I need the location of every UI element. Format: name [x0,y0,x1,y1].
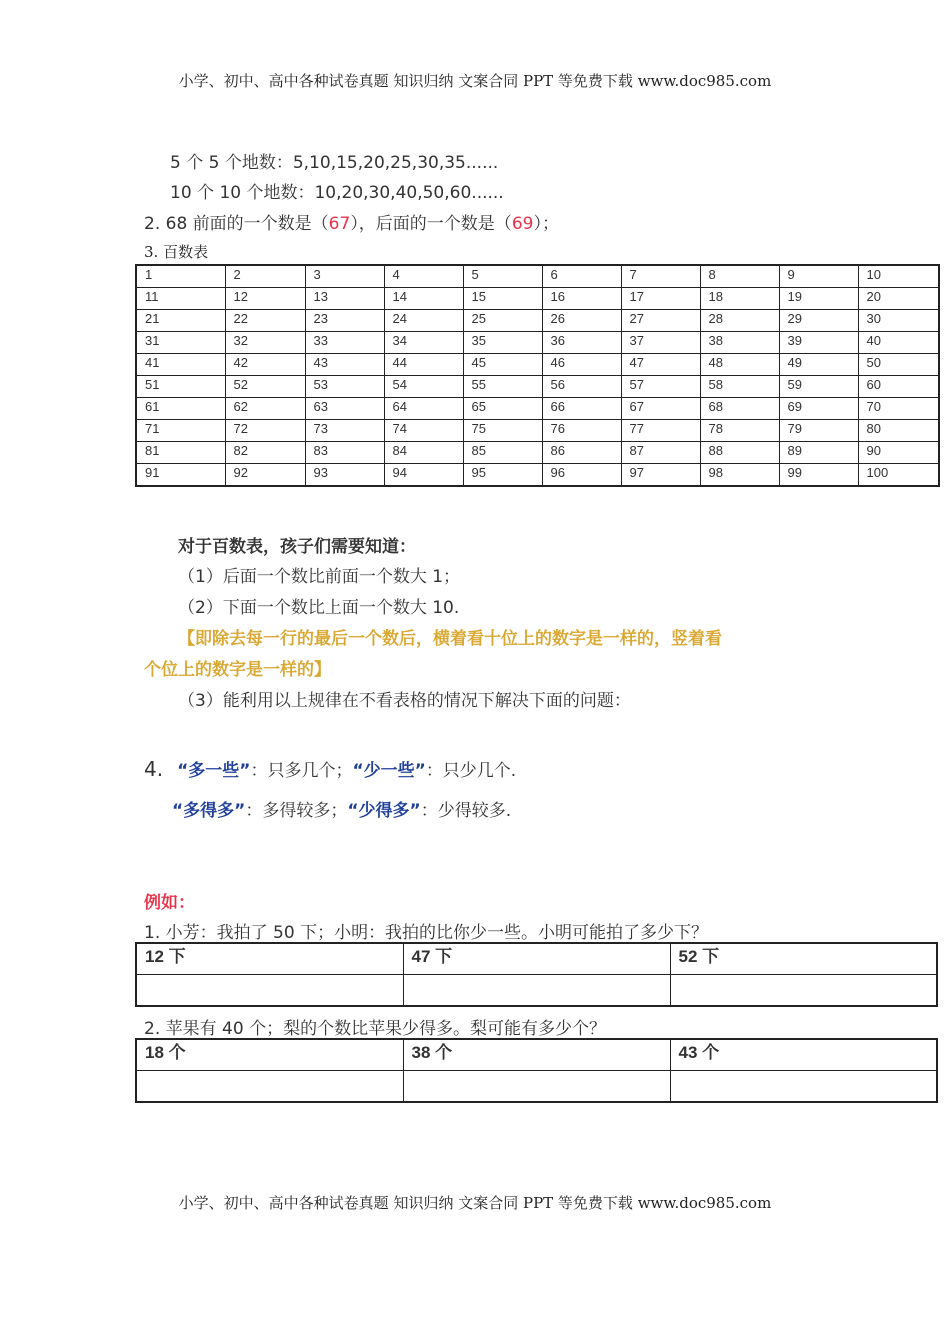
hundred-table-row [136,464,939,487]
hundred-table-cell: 50 [858,354,939,376]
hundred-table-cell: 20 [858,288,939,310]
hundred-table-row [136,442,939,464]
hundred-table-cell: 19 [779,288,858,310]
hundred-table-cell: 10 [858,265,939,288]
hundred-table-cell: 91 [136,464,225,487]
know-heading: 对于百数表，孩子们需要知道： [178,537,416,557]
q4-number: 4. [144,757,164,781]
hundred-table-cell: 8 [700,265,779,288]
hundred-table-cell: 43 [305,354,384,376]
hundred-table-cell: 58 [700,376,779,398]
hundred-table-cell: 63 [305,398,384,420]
term-more-some: “多一些” [177,761,251,781]
hundred-table-cell: 6 [542,265,621,288]
example-2-answer-b[interactable] [403,1071,670,1103]
hundred-table-cell: 30 [858,310,939,332]
hundred-table-row [136,310,939,332]
hundred-table-cell: 86 [542,442,621,464]
example-2-option-b: 38 个 [403,1039,670,1071]
question-2 [144,209,559,234]
hundred-table-cell: 97 [621,464,700,487]
hundred-table-cell: 36 [542,332,621,354]
hundred-table-cell: 71 [136,420,225,442]
hundred-table-cell: 59 [779,376,858,398]
hundred-table-cell: 26 [542,310,621,332]
hundred-table-cell: 42 [225,354,305,376]
hundred-table-cell: 84 [384,442,463,464]
hundred-table-cell: 25 [463,310,542,332]
hundred-table-cell: 14 [384,288,463,310]
hundred-table-cell: 98 [700,464,779,487]
example-label: 例如： [144,893,195,913]
hundred-table-cell: 18 [700,288,779,310]
hundred-table-cell: 16 [542,288,621,310]
def-much-more: ：多得较多； [245,801,348,821]
term-much-more: “多得多” [172,801,246,821]
example-2-options-table [135,1038,938,1103]
hundred-table-cell: 28 [700,310,779,332]
hundred-table-cell: 60 [858,376,939,398]
def-more-some: ：只多几个； [250,761,353,781]
hundred-table-cell: 12 [225,288,305,310]
hundred-table-cell: 29 [779,310,858,332]
rule-1: （1）后面一个数比前面一个数大 1； [178,567,461,587]
hundred-table-row [136,265,939,288]
hundred-table-cell: 31 [136,332,225,354]
hundred-table-cell: 64 [384,398,463,420]
hundred-table-cell: 2 [225,265,305,288]
hundred-table-cell: 70 [858,398,939,420]
hundred-table-row [136,398,939,420]
hundred-table-cell: 27 [621,310,700,332]
hundred-table-cell: 75 [463,420,542,442]
count-by-tens: 10 个 10 个地数：10,20,30,40,50,60...... [170,183,504,203]
hundred-table-cell: 47 [621,354,700,376]
q2-middle: ），后面的一个数是（ [350,214,512,234]
hundred-table-cell: 74 [384,420,463,442]
hundred-table-cell: 53 [305,376,384,398]
hundred-table-cell: 90 [858,442,939,464]
rule-2: （2）下面一个数比上面一个数大 10. [178,598,460,618]
hundred-table-cell: 22 [225,310,305,332]
hundred-table-cell: 69 [779,398,858,420]
hundred-table-cell: 65 [463,398,542,420]
hundred-table-row [136,420,939,442]
example-2-option-a: 18 个 [136,1039,403,1071]
question-4-line-2 [172,796,511,821]
hundred-table-row [136,354,939,376]
hundred-table-cell: 92 [225,464,305,487]
hundred-table-cell: 1 [136,265,225,288]
hundred-table-cell: 46 [542,354,621,376]
example-1-option-c: 52 下 [670,943,937,975]
hundred-table-cell: 79 [779,420,858,442]
example-1-option-b: 47 下 [403,943,670,975]
hundred-table-cell: 81 [136,442,225,464]
hundred-table-cell: 38 [700,332,779,354]
hundred-table-cell: 54 [384,376,463,398]
question-4-line-1 [144,756,516,781]
hundred-table-row [136,288,939,310]
hundred-table-cell: 7 [621,265,700,288]
hundred-table-cell: 5 [463,265,542,288]
hundred-table-cell: 89 [779,442,858,464]
hundred-table-cell: 45 [463,354,542,376]
hundred-table-cell: 96 [542,464,621,487]
hundred-table-cell: 11 [136,288,225,310]
hundred-table-cell: 15 [463,288,542,310]
hundred-table-cell: 23 [305,310,384,332]
hundred-table-cell: 56 [542,376,621,398]
hundred-table-cell: 41 [136,354,225,376]
example-2-answer-a[interactable] [136,1071,403,1103]
hundred-table-cell: 100 [858,464,939,487]
hundred-table-cell: 68 [700,398,779,420]
q2-after-answer: 69 [511,214,534,234]
def-less-some: ：只少几个. [425,761,517,781]
hundred-table-cell: 44 [384,354,463,376]
hundred-table-cell: 49 [779,354,858,376]
hundred-table-cell: 67 [621,398,700,420]
q2-suffix: ）； [533,214,559,234]
hundred-table-cell: 88 [700,442,779,464]
hundred-table-cell: 33 [305,332,384,354]
hundred-table-cell: 76 [542,420,621,442]
hundred-table-cell: 80 [858,420,939,442]
hundred-table-cell: 48 [700,354,779,376]
hundred-table-cell: 78 [700,420,779,442]
example-1-answer-a[interactable] [136,975,403,1007]
q2-prefix: 2. 68 前面的一个数是（ [144,214,329,234]
hundred-table-cell: 85 [463,442,542,464]
hundred-table-cell: 3 [305,265,384,288]
q3-title: 3. 百数表 [144,243,209,261]
hundred-table-cell: 73 [305,420,384,442]
hundred-table-cell: 35 [463,332,542,354]
hundred-table-cell: 94 [384,464,463,487]
hundred-table-cell: 9 [779,265,858,288]
hundred-table-cell: 37 [621,332,700,354]
example-1-answer-c[interactable] [670,975,937,1007]
hundred-table [135,264,940,487]
hundred-table-cell: 82 [225,442,305,464]
hundred-table-cell: 99 [779,464,858,487]
term-much-less: “少得多” [347,801,421,821]
q2-before-answer: 67 [328,214,351,234]
example-1-question: 1. 小芳：我拍了 50 下；小明：我拍的比你少一些。小明可能拍了多少下？ [144,923,709,943]
rule-3: （3）能利用以上规律在不看表格的情况下解决下面的问题： [178,691,631,711]
example-2-option-c: 43 个 [670,1039,937,1071]
count-by-fives: 5 个 5 个地数：5,10,15,20,25,30,35...... [170,153,499,173]
page-header: 小学、初中、高中各种试卷真题 知识归纳 文案合同 PPT 等免费下载 www.doc985.com [178,72,772,90]
note-line-1: 【即除去每一行的最后一个数后，横着看十位上的数字是一样的，竖着看 [178,629,722,649]
term-less-some: “少一些” [352,761,426,781]
example-2-question: 2. 苹果有 40 个；梨的个数比苹果少得多。梨可能有多少个？ [144,1019,607,1039]
hundred-table-cell: 55 [463,376,542,398]
hundred-table-cell: 24 [384,310,463,332]
hundred-table-cell: 95 [463,464,542,487]
example-1-options-table [135,942,938,1007]
hundred-table-cell: 52 [225,376,305,398]
hundred-table-cell: 39 [779,332,858,354]
hundred-table-cell: 17 [621,288,700,310]
example-1-answer-b[interactable] [403,975,670,1007]
hundred-table-cell: 34 [384,332,463,354]
hundred-table-cell: 83 [305,442,384,464]
hundred-table-cell: 72 [225,420,305,442]
hundred-table-row [136,376,939,398]
page-footer: 小学、初中、高中各种试卷真题 知识归纳 文案合同 PPT 等免费下载 www.doc985.com [178,1194,772,1212]
hundred-table-cell: 77 [621,420,700,442]
hundred-table-cell: 40 [858,332,939,354]
def-much-less: ：少得较多. [420,801,512,821]
hundred-table-cell: 61 [136,398,225,420]
hundred-table-cell: 66 [542,398,621,420]
hundred-table-cell: 57 [621,376,700,398]
hundred-table-cell: 13 [305,288,384,310]
example-1-option-a: 12 下 [136,943,403,975]
hundred-table-row [136,332,939,354]
hundred-table-cell: 51 [136,376,225,398]
hundred-table-cell: 4 [384,265,463,288]
example-2-answer-c[interactable] [670,1071,937,1103]
hundred-table-cell: 21 [136,310,225,332]
note-line-2: 个位上的数字是一样的】 [144,660,331,680]
hundred-table-cell: 93 [305,464,384,487]
hundred-table-cell: 62 [225,398,305,420]
hundred-table-cell: 32 [225,332,305,354]
hundred-table-cell: 87 [621,442,700,464]
